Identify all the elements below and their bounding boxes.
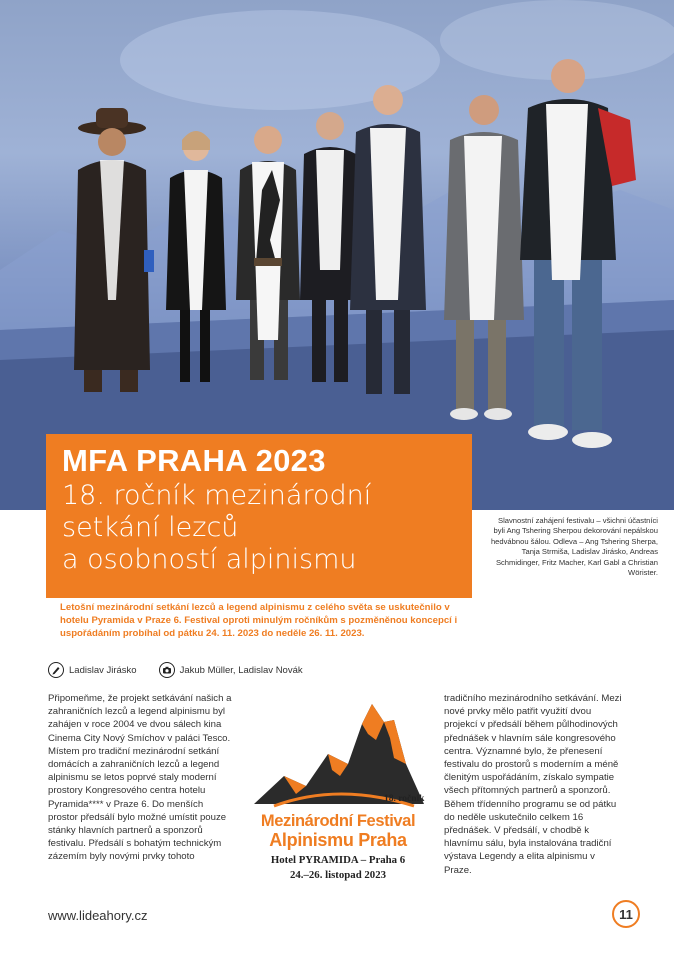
- edition-badge: 18. ročník: [384, 794, 425, 804]
- author-name: Ladislav Jirásko: [69, 664, 137, 676]
- photo-credit: [159, 662, 303, 678]
- person-1: [74, 108, 154, 392]
- camera-icon: [159, 662, 175, 678]
- logo-title-line1: Mezinárodní Festival: [260, 812, 416, 830]
- logo-dates: 24.–26. listopad 2023: [290, 869, 386, 881]
- section-kicker: MFA PRAHA 2023: [62, 443, 326, 478]
- pen-icon: [48, 662, 64, 678]
- headline-line: 18. ročník mezinárodní: [62, 480, 372, 511]
- logo-title-line2: Alpinismu Praha: [269, 830, 407, 850]
- author-credit: [48, 662, 137, 678]
- lead-paragraph: Letošní mezinárodní setkání lezců a legend alpinismu z celého světa se uskutečnilo v hotelu Pyramida v Praze 6. Festival oproti minulým ročníkům s pozměněnou koncepcí i uspořádáním probíhal od pátku 24. 11. 2023 do neděle 26. 11. 2023.: [60, 602, 458, 639]
- photographer-names: Jakub Müller, Ladislav Novák: [179, 664, 303, 676]
- title-box: [46, 434, 472, 598]
- headline-line: a osobností alpinismu: [62, 544, 357, 575]
- body-column-right: tradičního mezinárodního setkávání. Mezi nové prvky mělo patřit využití dvou projekcí v předsálí během půlhodinových přednášek v hlavním sále kongresového centra. Významné bylo, že přenesení festivalu do prostorů s moderním a méně členitým uspořádáním, získalo sympatie všech přítomných partnerů a sponzorů. Během třídenního programu se od pátku do neděle uskutečnilo celkem 16 přednášek. V předsálí, v chodbě k hlavnímu sálu, byla instalována tradiční výstava Legendy a elita alpinismu v Praze.: [444, 693, 622, 876]
- photo-caption: Slavnostní zahájení festivalu – všichni účastníci byli Ang Tshering Sherpou dekorování nepálskou hedvábnou šálou. Odleva – Ang Tshering Sherpa, Tanja Strmiša, Ladislav Jirásko, Andreas Schmidinger, Fritz Macher, Karl Gabl a Christian Wörister.: [490, 516, 658, 578]
- page-number: 11: [612, 900, 640, 928]
- logo-venue: Hotel PYRAMIDA – Praha 6: [270, 854, 406, 866]
- body-column-left: Připomeňme, že projekt setkávání našich a zahraničních lezců a legend alpinismu byl zahájen v roce 2004 ve dvou sálech kina Cinema City Nový Smíchov v paláci Tesco. Místem pro tradiční mezinárodní setkání domácích a zahraničních lezců a legend alpinismu se letos poprvé staly moderní prostory Kongresového centra hotelu Pyramida**** v Praze 6. Do menších prostor předsálí bylo možné umístit pouze stánky hlavních partnerů a sponzorů festivalu. Předsálí s bohatým technickým zázemím byly novými prvky tohoto: [48, 693, 232, 863]
- headline-line: setkání lezců: [62, 512, 239, 543]
- credits: [48, 660, 325, 680]
- headline: [62, 480, 456, 576]
- festival-logo: [244, 694, 436, 894]
- footer-website[interactable]: www.lideahory.cz: [48, 908, 148, 923]
